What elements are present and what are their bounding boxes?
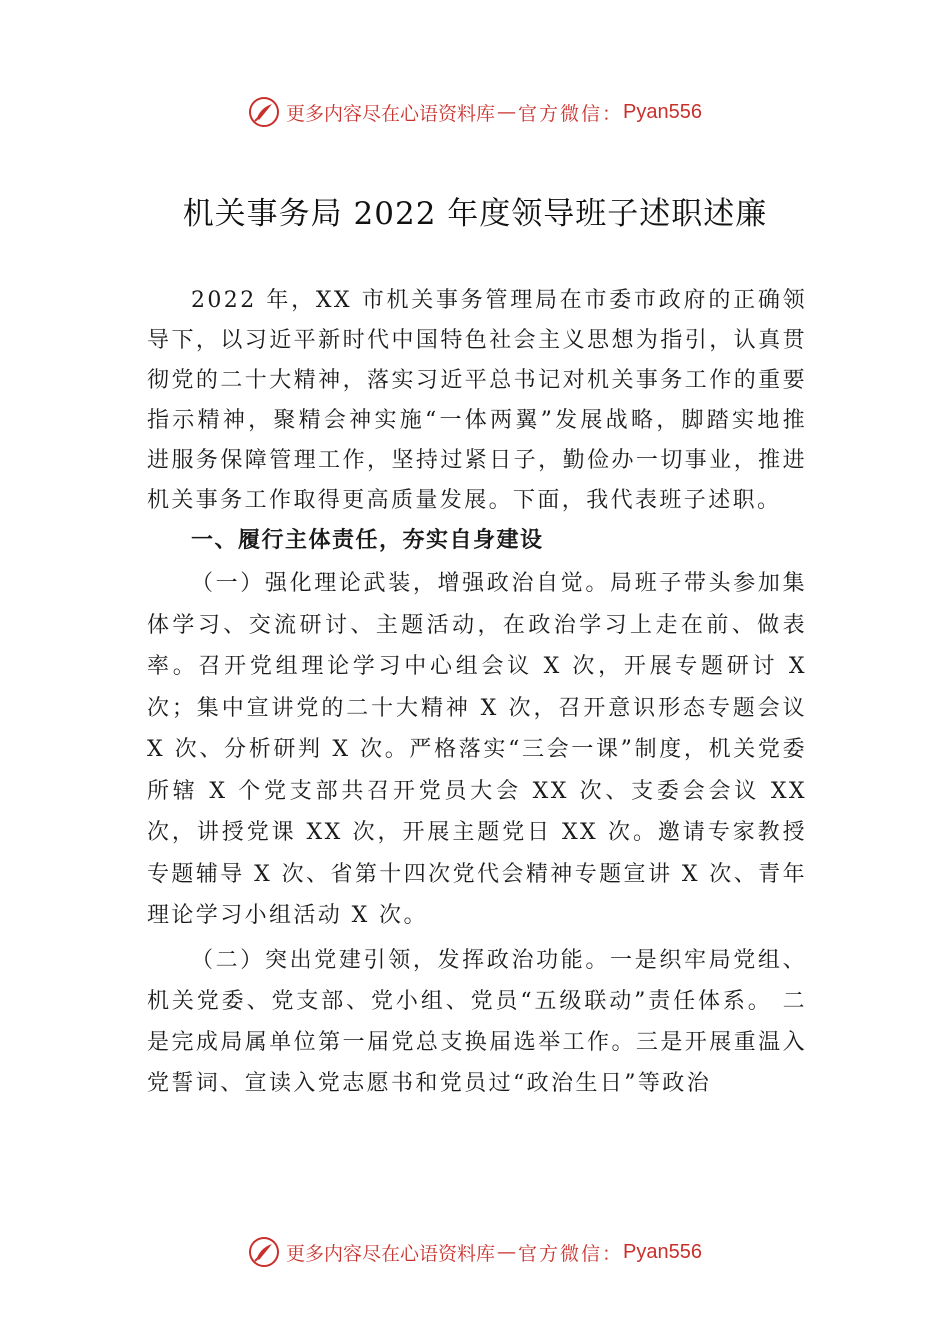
watermark-wechat-id: Pyan556 bbox=[623, 1240, 702, 1263]
watermark-footer bbox=[0, 1236, 950, 1268]
brand-logo-icon bbox=[248, 96, 280, 128]
section-paragraph-2: （二）突出党建引领，发挥政治功能。一是织牢局党组、机关党委、党支部、党小组、党员“五级联动”责任体系。 二是完成局属单位第一届党总支换届选举工作。三是开展重温入党誓词、宣读入党志愿书和党员过“政治生日”等政治 bbox=[147, 947, 807, 1096]
watermark-separator: — bbox=[497, 101, 517, 123]
brand-logo-icon bbox=[248, 1236, 280, 1268]
watermark-wechat-id: Pyan556 bbox=[623, 100, 702, 123]
document-body bbox=[147, 281, 807, 1104]
watermark-official-label: 官方微信： bbox=[518, 1242, 624, 1265]
intro-paragraph: 2022 年，XX 市机关事务管理局在市委市政府的正确领导下，以习近平新时代中国特色社会主义思想为指引，认真贯彻党的二十大精神，落实习近平总书记对机关事务工作的重要指示精神，聚精会神实施“一体两翼”发展战略，脚踏实地推进服务保障管理工作，坚持过紧日子，勤俭办一切事业，推进机关事务工作取得更高质量发展。下面，我代表班子述职。 bbox=[147, 288, 807, 513]
section-paragraph-1: （一）强化理论武装，增强政治自觉。局班子带头参加集体学习、交流研讨、主题活动，在政治学习上走在前、做表率。召开党组理论学习中心组会议 X 次，开展专题研讨 X 次；集中宣讲党的二十大精神 X 次，召开意识形态专题会议 X 次、分析研判 X 次。严格落实“三会一课”制度，机关党委所辖 X 个党支部共召开党员大会 XX 次、支委会会议 XX 次，讲授党课 XX 次，开展主题党日 XX 次。邀请专家教授专题辅导 X 次、省第十四次党代会精神专题宣讲 X 次、青年理论学习小组活动 X 次。 bbox=[147, 571, 807, 928]
watermark-header bbox=[0, 96, 950, 128]
watermark-brand: 更多内容尽在心语资料库 bbox=[286, 1242, 496, 1265]
section-heading: 一、履行主体责任，夯实自身建设 bbox=[191, 528, 544, 553]
watermark-brand: 更多内容尽在心语资料库 bbox=[286, 102, 496, 125]
watermark-separator: — bbox=[497, 1241, 517, 1263]
watermark-official-label: 官方微信： bbox=[518, 102, 624, 125]
document-title: 机关事务局 2022 年度领导班子述职述廉 bbox=[182, 196, 768, 232]
